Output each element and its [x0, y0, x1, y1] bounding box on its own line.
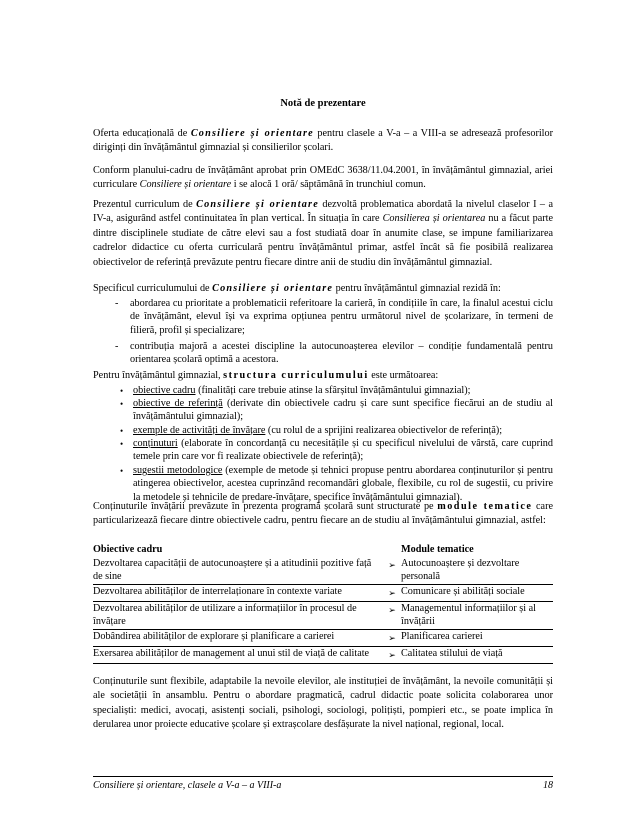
paragraph-modules	[93, 500, 553, 529]
subject-name: Consilierea și orientarea	[382, 213, 486, 225]
header-spacer	[383, 543, 401, 557]
text: Pentru învățământul gimnazial,	[93, 370, 224, 381]
structure-item-text: (elaborate în concordanță cu necesitățile și cu specificul nivelului de vârstă, care cuprind temele prin care vor fi realizate obiectivele de referință);	[133, 438, 553, 463]
structure-term: structura curriculumului	[223, 370, 369, 381]
table-row	[93, 630, 553, 647]
text: este următoarea:	[368, 370, 439, 381]
module-cell: Autocunoaștere și dezvoltare personală	[401, 557, 553, 585]
page-title: Notă de prezentare	[280, 98, 366, 109]
structure-item-text: (exemple de metode și tehnici propuse pentru abordarea conținuturilor și pentru atingerea obiectivelor, acestea cuprinzând recomandări globale, flexibile, cu rol de sugestii, cu privire la metodele și tehnicile de predare-învățare, specifice învățământului gimnazial).	[133, 465, 553, 503]
dash-marker: -	[115, 298, 119, 309]
paragraph-curriculum	[93, 198, 553, 270]
dash-marker: -	[115, 341, 119, 352]
structure-item-3	[133, 424, 553, 437]
bullet-marker: •	[120, 439, 124, 449]
page-footer	[93, 776, 553, 791]
structure-item-text: (cu rolul de a sprijini realizarea obiectivelor de referință);	[265, 425, 503, 436]
modules-term: module tematice	[437, 501, 533, 512]
table-row	[93, 602, 553, 630]
structure-item-term: conținuturi	[133, 438, 178, 449]
paragraph-intro	[93, 127, 553, 156]
structure-item-text: (derivate din obiectivele cadru și care sunt specifice fiecărui an de studiu al învățământului gimnazial);	[133, 398, 554, 423]
structure-item-1	[133, 384, 553, 397]
objective-cell: Dobândirea abilităților de explorare și planificare a carierei	[93, 630, 383, 647]
bullet-marker: •	[120, 466, 124, 476]
text: Oferta educațională de	[93, 128, 191, 139]
text: Prezentul curriculum de	[93, 199, 197, 210]
subject-name: Consiliere și orientare	[190, 128, 314, 139]
table-header-row	[93, 543, 553, 557]
objective-cell: Dezvoltarea abilităților de utilizare a informațiilor în procesul de învățare	[93, 602, 383, 630]
text: dezvoltă problematica abordată la nivelul claselor I – a IV-a, asigurând astfel continuitatea în plan vertical. În situația în care	[93, 199, 553, 225]
structure-item-text: (finalități care trebuie atinse la sfârșitul învățământului gimnazial);	[195, 385, 471, 396]
objectives-modules-table	[93, 543, 553, 664]
table-row	[93, 647, 553, 664]
bullet-marker: •	[120, 426, 124, 436]
bullet-marker: •	[120, 399, 124, 409]
text: Conținuturile învățării prevăzute în prezenta programă școlară sunt structurate pe	[93, 501, 438, 512]
module-cell: Planificarea carierei	[401, 630, 553, 647]
structure-item-term: obiective de referință	[133, 398, 223, 409]
arrow-bullet-icon: ➢	[383, 647, 401, 664]
paragraph-structure	[93, 369, 553, 383]
objective-cell: Dezvoltarea abilităților de interrelaționare în contexte variate	[93, 585, 383, 602]
text: i se alocă 1 oră/ săptămână în trunchiul comun.	[231, 179, 426, 191]
text: nu a făcut parte dintre disciplinele studiate de către elevi sau a fost studiată doar în anumite clase, se impune familiarizarea cadrelor didactice cu oferta curriculară pentru învățământul primar, astfel încât să fie posibilă realizarea obiectivelor de referință prevăzute pentru fiecare dintre anii de studiu din învățământul gimnazial.	[93, 213, 553, 268]
module-cell: Calitatea stilului de viață	[401, 647, 553, 664]
structure-item-term: sugestii metodologice	[133, 465, 223, 476]
text: pentru învățământul gimnazial rezidă în:	[333, 283, 501, 294]
text: pentru clasele a V-a – a VIII-a se adresează profesorilor diriginți din învățământul gimnazial și consilierilor școlari.	[93, 128, 553, 154]
specific-item-2: contribuția majoră a acestei discipline la autocunoașterea elevilor – condiție fundamentală pentru orientarea școlară optimă a acestora.	[130, 341, 553, 366]
text: Specificul curriculumului de	[93, 283, 213, 294]
module-cell: Managementul informațiilor și al învățării	[401, 602, 553, 630]
specific-item-1: abordarea cu prioritate a problematicii referitoare la carieră, în condițiile în care, la finalul acestui ciclu de învățământ, elevul își va exprima opțiunea pentru următorul nivel de școlarizare, în termeni de filieră, profil și specializare;	[130, 298, 553, 336]
header-modules: Module tematice	[401, 544, 474, 555]
header-objectives: Obiective cadru	[93, 544, 163, 555]
structure-item-4	[133, 437, 553, 464]
structure-item-term: obiective cadru	[133, 385, 196, 396]
objective-cell: Dezvoltarea capacității de autocunoaștere și a atitudinii pozitive față de sine	[93, 557, 383, 585]
arrow-bullet-icon: ➢	[383, 585, 401, 602]
structure-item-2	[133, 397, 553, 424]
footer-title: Consiliere și orientare, clasele a V-a – a VIII-a	[93, 780, 282, 791]
table-row	[93, 557, 553, 585]
text: care particularizează fiecare dintre obiectivele cadru, pentru fiecare an de studiu al învățământului gimnazial, astfel:	[93, 501, 553, 527]
bullet-marker: •	[120, 386, 124, 396]
paragraph-contents: Conținuturile sunt flexibile, adaptabile la nevoile elevilor, ale instituției de învățământ, la nevoile comunității și ale societății în ansamblu. Pentru o abordare pragmatică, cadrul didactic poate solicita colaborarea unor specialiști: medici, avocați, asistenți sociali, psihologi, sociologi, polițiști, pompieri etc., se poate implica în derularea unor proiecte educative școlare și extrașcolare desfășurate la nivel național, regional, local.	[93, 676, 553, 731]
arrow-bullet-icon: ➢	[383, 602, 401, 630]
arrow-bullet-icon: ➢	[383, 630, 401, 647]
objective-cell: Exersarea abilităților de management al unui stil de viață de calitate	[93, 647, 383, 664]
structure-item-5	[133, 464, 553, 504]
subject-name: Consiliere și orientare	[139, 179, 232, 191]
paragraph-plan	[93, 164, 553, 193]
subject-name: Consiliere și orientare	[196, 199, 319, 210]
text: Conform planului-cadru de învățământ aprobat prin OMEdC 3638/11.04.2001, în învățământul gimnazial, ariei curriculare	[93, 165, 553, 191]
subject-name: Consiliere și orientare	[212, 283, 334, 294]
module-cell: Comunicare și abilități sociale	[401, 585, 553, 602]
page-number: 18	[543, 780, 553, 791]
table-row	[93, 585, 553, 602]
paragraph-specific	[93, 282, 553, 296]
structure-item-term: exemple de activități de învățare	[133, 425, 266, 436]
arrow-bullet-icon: ➢	[383, 557, 401, 585]
